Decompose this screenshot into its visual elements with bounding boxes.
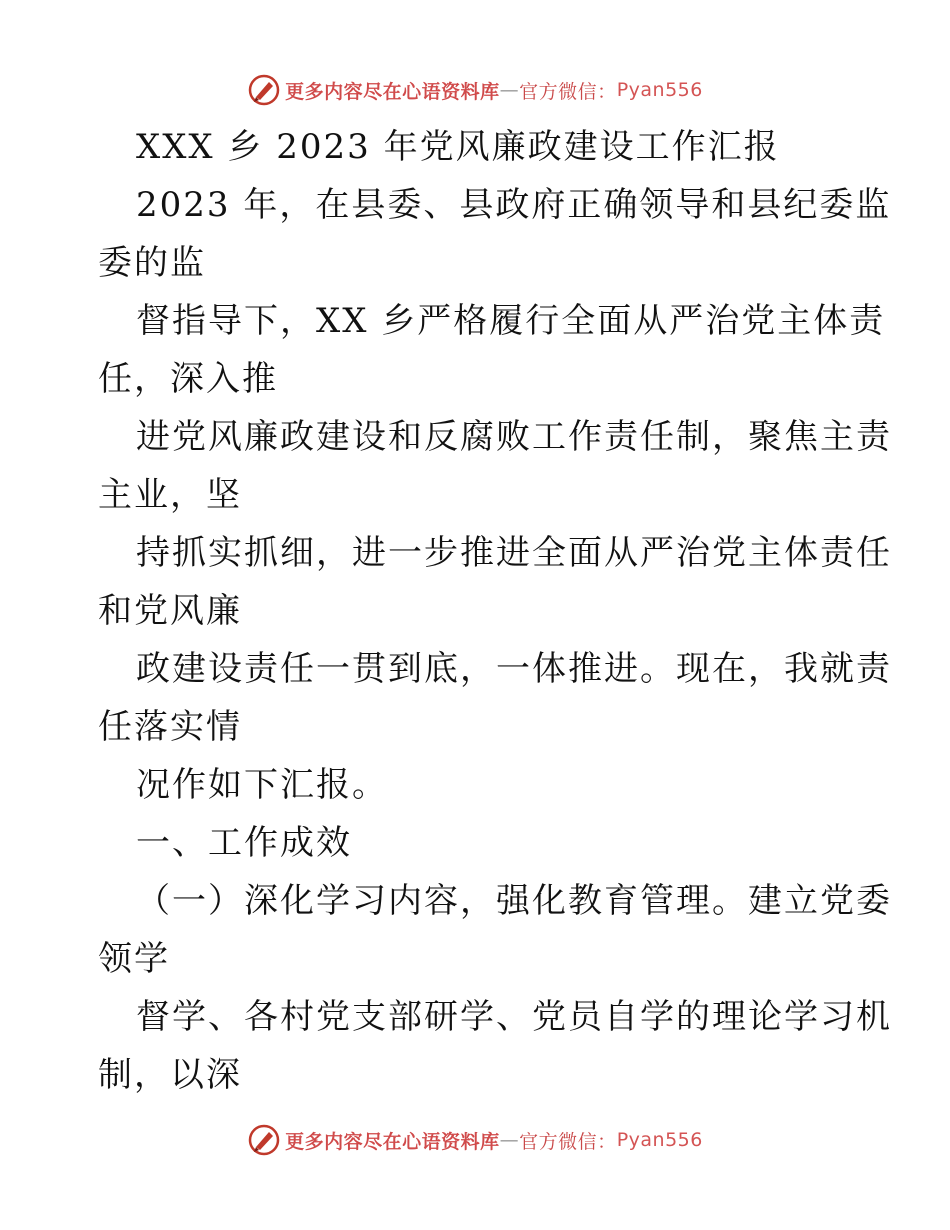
watermark-sub-text: 官方微信： [519, 1130, 617, 1153]
watermark-wechat-id: Pyan556 [616, 1129, 703, 1151]
doc-line: 2023 年，在县委、县政府正确领导和县纪委监 [136, 185, 892, 225]
doc-line: 督学、各村党支部研学、党员自学的理论学习机 [136, 997, 892, 1037]
doc-line: 任落实情 [98, 707, 242, 747]
watermark-wechat-id: Pyan556 [616, 79, 703, 101]
doc-line: 持抓实抓细，进一步推进全面从严治党主体责任 [136, 533, 892, 573]
pen-logo-icon [247, 73, 281, 107]
doc-line: XXX 乡 2023 年党风廉政建设工作汇报 [136, 127, 780, 167]
doc-line: 督指导下，XX 乡严格履行全面从严治党主体责 [136, 301, 886, 341]
watermark-main-text: 更多内容尽在心语资料库 [285, 1130, 500, 1153]
watermark-main-text: 更多内容尽在心语资料库 [285, 80, 500, 103]
watermark-dash: — [499, 79, 520, 101]
doc-line: 政建设责任一贯到底，一体推进。现在，我就责 [136, 649, 892, 689]
watermark-dash: — [499, 1129, 520, 1151]
watermark-banner-bottom [0, 1120, 950, 1160]
doc-line: 领学 [98, 939, 170, 979]
doc-line: （一）深化学习内容，强化教育管理。建立党委 [136, 881, 892, 921]
doc-line: 任，深入推 [98, 359, 278, 399]
doc-line: 进党风廉政建设和反腐败工作责任制，聚焦主责 [136, 417, 892, 457]
watermark-banner-top [0, 70, 950, 110]
watermark-sub-text: 官方微信： [519, 80, 617, 103]
doc-line: 和党风廉 [98, 591, 242, 631]
document-body [98, 118, 892, 1104]
doc-line: 况作如下汇报。 [136, 765, 388, 805]
pen-logo-icon [247, 1123, 281, 1157]
doc-line: 主业，坚 [98, 475, 242, 515]
doc-line: 一、工作成效 [136, 823, 352, 863]
doc-line: 制，以深 [98, 1055, 242, 1095]
doc-line: 委的监 [98, 243, 206, 283]
